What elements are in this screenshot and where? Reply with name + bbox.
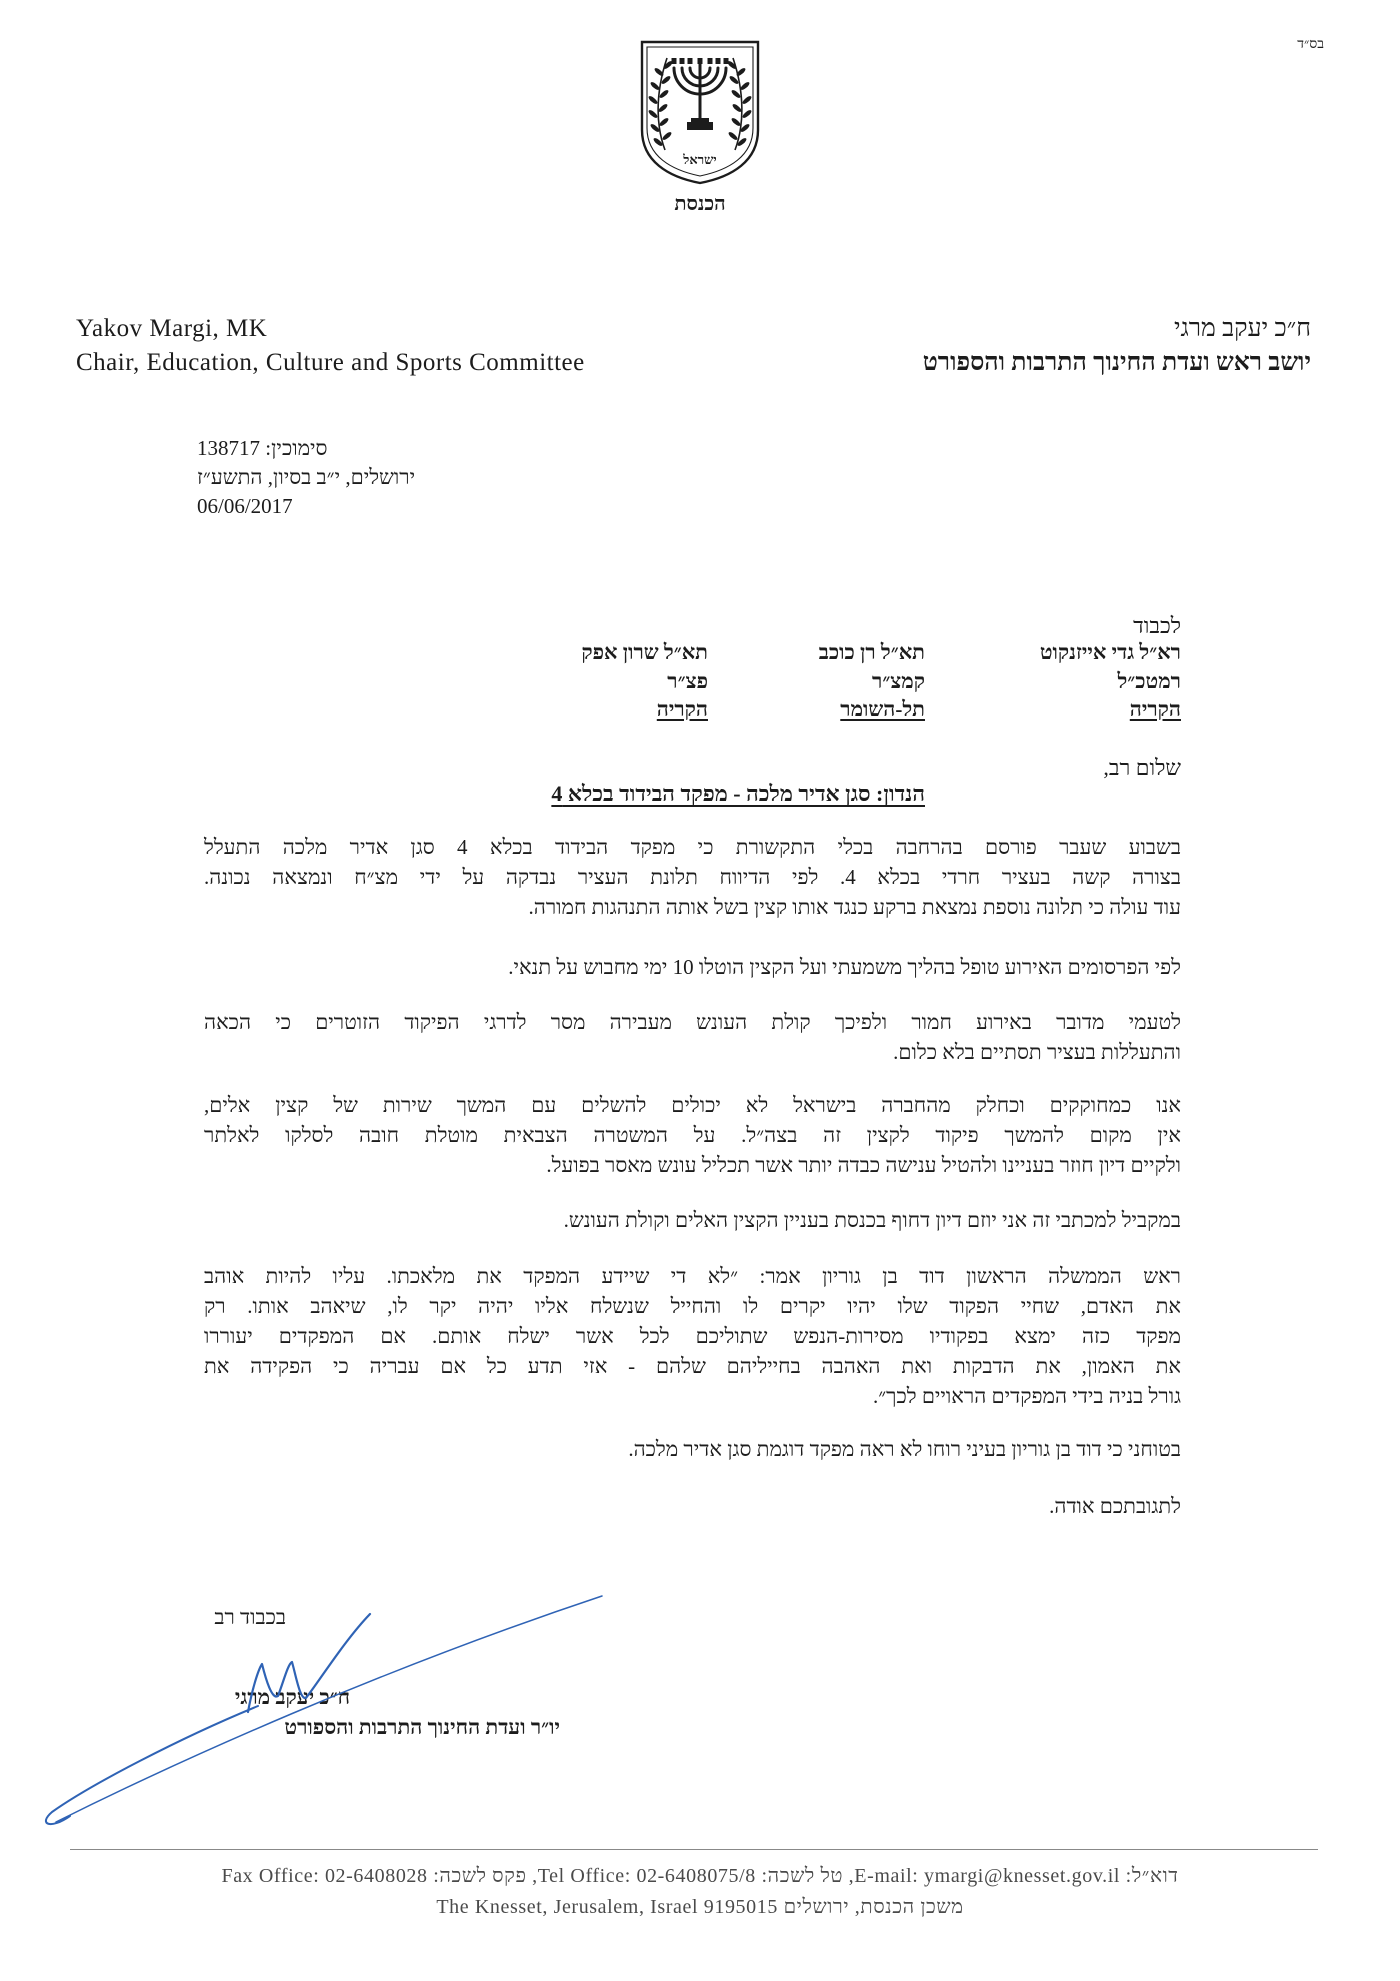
paragraph-line: בצורה קשה בעציר חרדי בכלא 4. לפי הדיווח תלונת העציר נבדקה על ידי מצ״ח ונמצאה נכונה. bbox=[204, 865, 1181, 889]
closing-name: ח״כ יעקב מרגי bbox=[234, 1685, 350, 1709]
paragraph-5 bbox=[204, 1205, 1181, 1235]
paragraph-line: במקביל למכתבי זה אני יוזם דיון דחוף בכנסת בעניין הקצין האלים וקולת העונש. bbox=[563, 1208, 1181, 1232]
footer-divider bbox=[70, 1849, 1318, 1850]
paragraph-line: ולקיים דיון חוזר בעניינו ולהטיל ענישה כבדה יותר אשר תכליל עונש מאסר בפועל. bbox=[546, 1153, 1181, 1177]
closing-title: יו״ר ועדת החינוך התרבות והספורט bbox=[284, 1715, 560, 1739]
paragraph-line: ראש הממשלה הראשון דוד בן גוריון אמר: ״לא די שיידע המפקד את מלאכתו. עליו להיות אוהב bbox=[204, 1264, 1181, 1288]
addressee-role: רמטכ״ל bbox=[1117, 668, 1181, 693]
to-label: לכבוד bbox=[1133, 613, 1181, 638]
signature-stroke-loop bbox=[46, 1706, 258, 1824]
subject-line: הנדון: סגן אדיר מלכה - מפקד הבידוד בכלא 4 bbox=[551, 781, 925, 806]
paragraph-1 bbox=[204, 832, 1181, 922]
menorah-icon bbox=[674, 62, 726, 118]
menorah-cups bbox=[672, 58, 729, 64]
paragraph-line: אנו כמחוקקים וכחלק מהחברה בישראל לא יכולים להשלים עם המשך שירות של קצין אלים, bbox=[204, 1093, 1181, 1117]
paragraph-3 bbox=[204, 1007, 1181, 1067]
sender-name-he: ח״כ יעקב מרגי bbox=[1173, 315, 1311, 342]
paragraph-line: עוד עולה כי תלונה נוספת נמצאת ברקע כנגד אותו קצין בשל אותה התנהגות חמורה. bbox=[528, 895, 1181, 919]
paragraph-line: מפקד כזה ימצא בפקודיו מסירות-הנפש שתוליכם לכל אשר ישלח אותם. אם המפקדים יעוררו bbox=[204, 1324, 1181, 1348]
addressee-rank-name: רא״ל גדי אייזנקוט bbox=[1039, 640, 1181, 664]
footer-contact: דוא״ל: E-mail: ymargi@knesset.gov.il, טל לשכה: Tel Office: 02-6408075/8, פקס לשכה: Fax Office: 02-6408028 bbox=[221, 1865, 1179, 1887]
knesset-emblem bbox=[639, 38, 761, 186]
olive-branch-left-icon bbox=[647, 58, 673, 150]
sender-name-en: Yakov Margi, MK bbox=[76, 315, 268, 342]
header-hebrew bbox=[923, 312, 1311, 380]
addressee-1 bbox=[1040, 638, 1181, 724]
addressee-role: פצ״ר bbox=[667, 668, 708, 693]
olive-branch-right-icon bbox=[726, 58, 752, 150]
addressee-location: הקריה bbox=[656, 697, 708, 721]
paragraph-7 bbox=[204, 1434, 1181, 1464]
paragraph-2 bbox=[204, 952, 1181, 982]
footer-address: משכן הכנסת, ירושלים The Knesset, Jerusalem, Israel 9195015 bbox=[436, 1896, 964, 1918]
paragraph-line: את האדם, שחיי הפקוד שלו יהיו יקרים לו והחייל שנשלח אליו יהיה יקר לו, שיאהב אותו. רק bbox=[204, 1294, 1181, 1318]
paragraph-line: בטוחני כי דוד בן גוריון בעיני רוחו לא ראה מפקד דוגמת סגן אדיר מלכה. bbox=[628, 1437, 1181, 1461]
emblem-label: ישראל bbox=[683, 152, 717, 167]
paragraph-line: גורל בניה בידי המפקדים הראויים לכך״. bbox=[872, 1384, 1181, 1408]
closing-regards: בכבוד רב bbox=[214, 1605, 286, 1629]
reference-block bbox=[197, 434, 415, 521]
greeting: שלום רב, bbox=[1103, 755, 1181, 780]
addressee-3 bbox=[581, 638, 708, 724]
paragraph-line: אין מקום להמשך פיקוד לקצין זה בצה״ל. על המשטרה הצבאית מוטלת חובה לסלקו לאלתר bbox=[204, 1123, 1181, 1147]
addressee-rank-name: תא״ל רן כוכב bbox=[818, 640, 925, 664]
paragraph-line: לטעמי מדובר באירוע חמור ולפיכך קולת העונש מעבירה מסר לדרגי הפיקוד הזוטרים כי הכאה bbox=[204, 1010, 1181, 1034]
paragraph-4 bbox=[204, 1090, 1181, 1180]
paragraph-6 bbox=[204, 1261, 1181, 1411]
addressee-rank-name: תא״ל שרון אפק bbox=[581, 640, 708, 664]
sender-title-he: יושב ראש ועדת החינוך התרבות והספורט bbox=[922, 349, 1311, 376]
header-english bbox=[76, 312, 585, 380]
menorah-base bbox=[687, 118, 713, 130]
reference-number: סימוכין: 138717 bbox=[197, 436, 328, 460]
bsd-marker: בס״ד bbox=[1297, 37, 1324, 52]
addressee-location: תל-השומר bbox=[840, 697, 925, 721]
addressee-2 bbox=[819, 638, 925, 724]
paragraph-8 bbox=[204, 1491, 1181, 1521]
paragraph-line: בשבוע שעבר פורסם בהרחבה בכלי התקשורת כי מפקד הבידוד בכלא 4 סגן אדיר מלכה התעלל bbox=[204, 835, 1181, 859]
paragraph-line: לתגובתכם אודה. bbox=[1049, 1494, 1181, 1518]
addressee-role: קמצ״ר bbox=[872, 668, 925, 693]
paragraph-line: לפי הפרסומים האירוע טופל בהליך משמעתי ועל הקצין הוטלו 10 ימי מחבוש על תנאי. bbox=[508, 955, 1181, 979]
sender-title-en: Chair, Education, Culture and Sports Committee bbox=[76, 349, 585, 376]
paragraph-line: והתעללות בעציר תסתיים בלא כלום. bbox=[893, 1040, 1181, 1064]
addressee-location: הקריה bbox=[1129, 697, 1181, 721]
hebrew-date: ירושלים, י״ב בסיון, התשע״ז bbox=[197, 465, 416, 489]
emblem-caption: הכנסת bbox=[674, 193, 726, 215]
paragraph-line: את האמון, את הדבקות ואת האהבה בחייליהם שלהם - אזי תדע כל אם עבריה כי הפקידה את bbox=[204, 1354, 1181, 1378]
emblem-shield-icon bbox=[639, 38, 761, 186]
gregorian-date: 06/06/2017 bbox=[197, 494, 293, 518]
